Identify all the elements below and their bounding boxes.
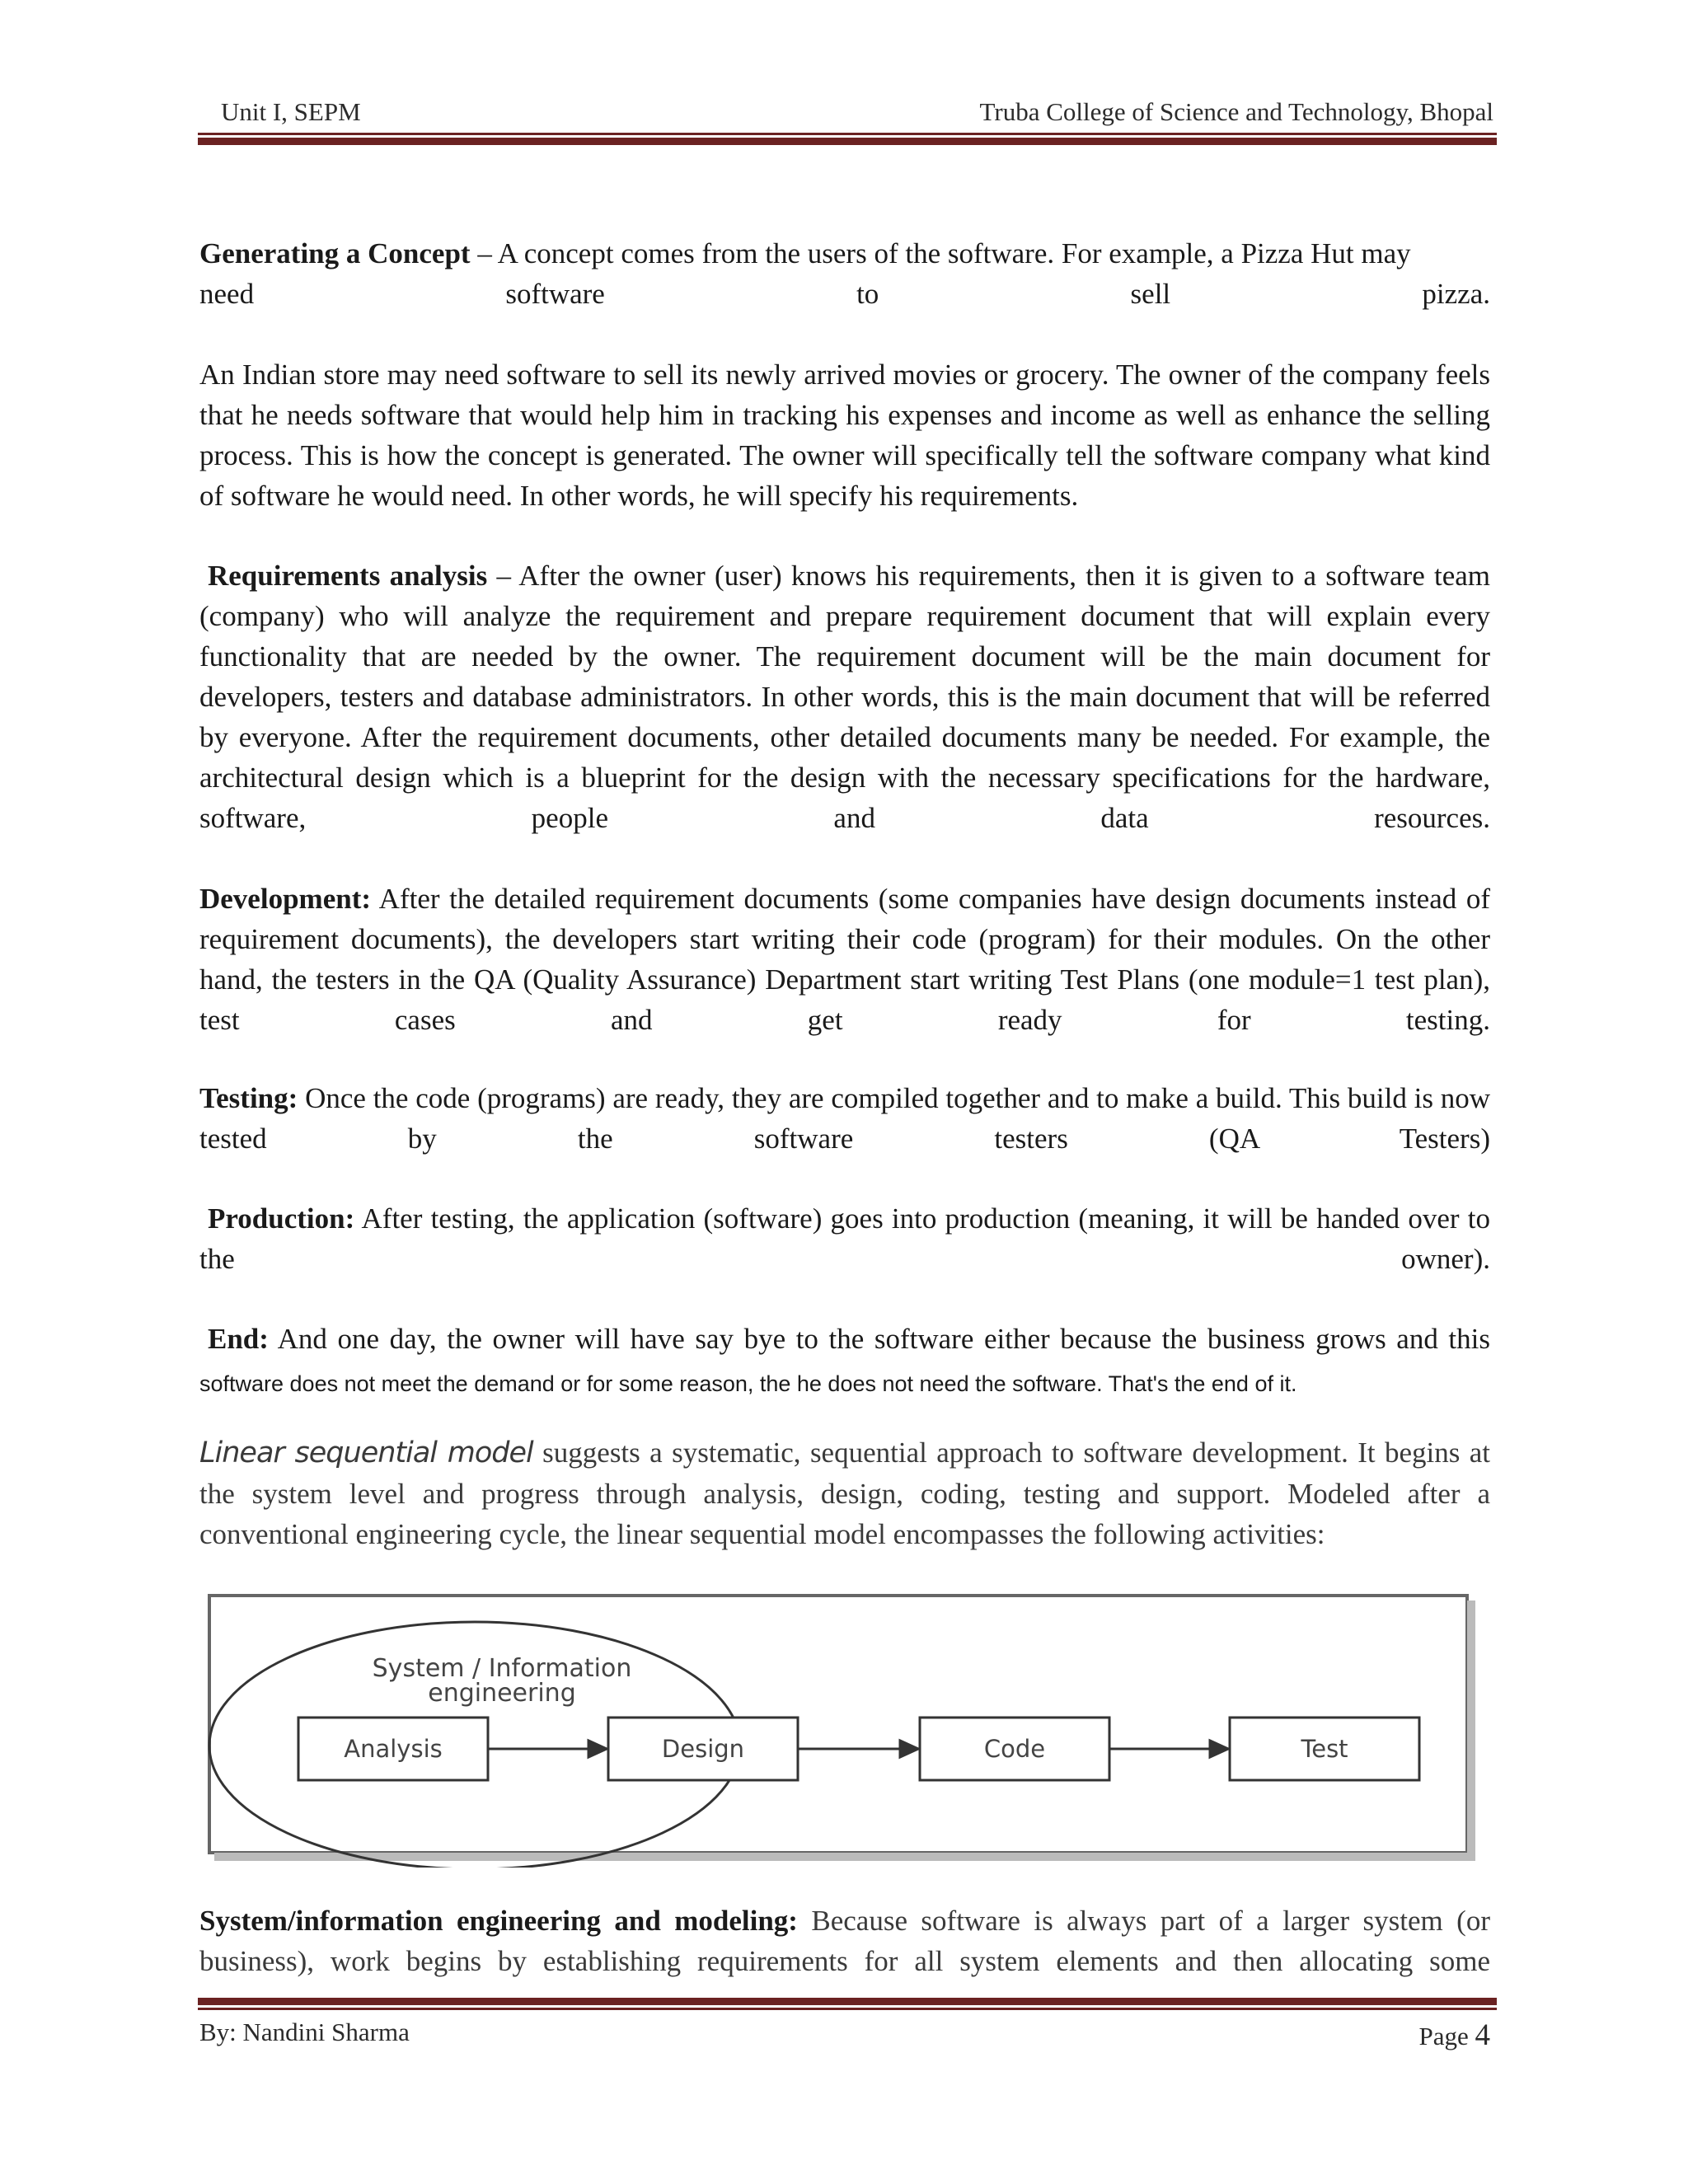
heading-end: End: — [208, 1323, 269, 1355]
page-number: 4 — [1475, 2018, 1490, 2052]
heading-requirements: Requirements analysis — [208, 560, 488, 592]
analysis-label: Analysis — [344, 1735, 443, 1763]
concept-line1: – A concept comes from the users of the software. For example, a Pizza Hut may — [470, 237, 1411, 269]
heading-linear: Linear sequential model — [199, 1436, 533, 1469]
footer-rule-thick — [198, 1998, 1497, 2005]
diagram-shadow-right — [1467, 1601, 1475, 1858]
end-text-1: And one day, the owner will have say bye to the software either because the business grows and this — [268, 1323, 1490, 1355]
header-rule-thin — [198, 133, 1497, 135]
footer-rule-thin — [198, 2008, 1497, 2010]
paragraph-production — [199, 1198, 1490, 1279]
linear-text: suggests a systematic, sequential approach to software development. It begins at the system level and progress through analysis, design, coding, testing and support. Modeled after a conventional engineering cycle, the linear sequential model encompasses the following activities: — [199, 1436, 1491, 1550]
linear-sequential-diagram — [203, 1589, 1493, 1868]
design-label: Design — [661, 1735, 745, 1763]
paragraph-indian-store: An Indian store may need software to sell its newly arrived movies or grocery. The owner of the company feels that he needs software that would help him in tracking his expenses and income as well as enhance the selling process. This is how the concept is generated. The owner will specifically tell the software company what kind of software he would need. In other words, he will specify his requirements. — [199, 359, 1490, 512]
heading-production: Production: — [208, 1202, 355, 1235]
ellipse-label-line1: System / Information — [372, 1654, 632, 1683]
paragraph-sysinfo — [199, 1900, 1490, 1981]
header-college: Truba College of Science and Technology, Bhopal — [979, 97, 1493, 126]
heading-concept: Generating a Concept — [199, 237, 471, 269]
heading-development: Development: — [199, 883, 372, 915]
footer-author: By: Nandini Sharma — [199, 2018, 410, 2046]
production-text: After testing, the application (software) goes into production (meaning, it will be handed over to the owner). — [199, 1202, 1490, 1275]
page-label: Page — [1418, 2022, 1469, 2050]
heading-testing: Testing: — [199, 1082, 298, 1114]
heading-sysinfo: System/information engineering and modeling: — [199, 1905, 798, 1937]
paragraph-concept — [199, 233, 1490, 314]
end-text-2: software does not meet the demand or for some reason, the he does not need the software. That's the end of it. — [199, 1371, 1297, 1396]
ellipse-label-line2: engineering — [428, 1679, 576, 1708]
paragraph-end — [199, 1319, 1490, 1404]
testing-text: Once the code (programs) are ready, they are compiled together and to make a build. This build is now tested by the software testers (QA Testers) — [199, 1082, 1490, 1155]
test-label: Test — [1301, 1735, 1348, 1763]
paragraph-linear — [199, 1432, 1490, 1554]
code-label: Code — [983, 1735, 1046, 1763]
paragraph-requirements — [199, 555, 1490, 838]
paragraph-testing — [199, 1078, 1490, 1159]
footer-page — [1418, 2018, 1490, 2053]
header-unit: Unit I, SEPM — [221, 97, 361, 126]
header-rule-thick — [198, 138, 1497, 145]
paragraph-development — [199, 879, 1490, 1040]
development-text: After the detailed requirement documents (some companies have design documents instead of requirement documents), the developers start writing their code (program) for their modules. On the other hand, the testers in the QA (Quality Assurance) Department start writing Test Plans (one module=1 test plan), test cases and get ready for testing. — [199, 883, 1490, 1036]
requirements-text: – After the owner (user) knows his requirements, then it is given to a software team (company) who will analyze the requirement and prepare requirement document that will explain every functionality that are needed by the owner. The requirement document will be the main document for developers, testers and database administrators. In other words, this is the main document that will be referred by everyone. After the requirement documents, other detailed documents many be needed. For example, the architectural design which is a blueprint for the design with the necessary specifications for the hardware, software, people and data resources. — [199, 560, 1491, 834]
diagram-shadow-bottom — [214, 1853, 1475, 1861]
concept-line2: need software to sell pizza. — [199, 278, 1490, 310]
sysinfo-text: Because software is always part of a larger system (or business), work begins by establishing requirements for all system elements and then allocating some — [199, 1905, 1490, 1977]
